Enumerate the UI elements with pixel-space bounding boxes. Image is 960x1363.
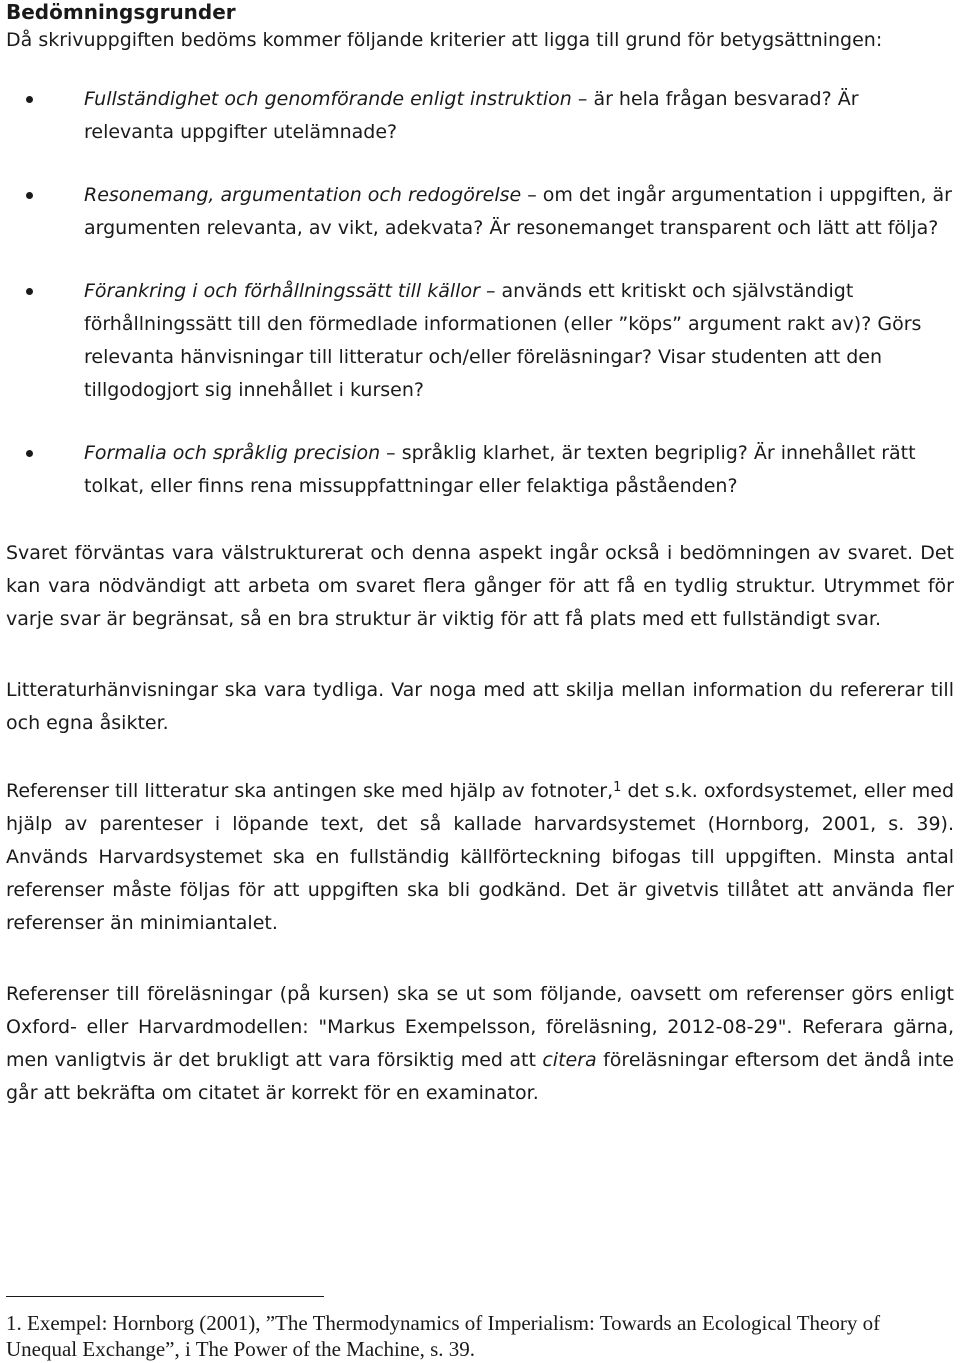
document-page — [6, 0, 955, 1361]
list-item — [6, 83, 954, 149]
footnote-mark: 1 — [613, 780, 622, 795]
references-text-before: Referenser till litteratur ska antingen ske med hjälp av fotnoter, — [6, 780, 614, 802]
criterion-title: Formalia och språklig precision — [84, 442, 381, 464]
bullet-icon — [26, 450, 33, 457]
lectures-text-before: Referenser till föreläsningar (på kursen) ska se ut som följande, oavsett om referenser görs enligt Oxford- eller Harvardmodellen: "Markus Exempelsson, föreläsning, 2012-08-29". Referara gärna, men vanligtvis är det brukligt att vara försiktig med att — [6, 983, 954, 1071]
bullet-icon — [26, 288, 33, 295]
footnote: 1. Exempel: Hornborg (2001), ”The Thermodynamics of Imperialism: Towards an Ecological Theory of Unequal Exchange”, i The Power of the Machine, s. 39. — [6, 1311, 881, 1361]
intro-paragraph: Då skrivuppgiften bedöms kommer följande kriterier att ligga till grund för betygsättningen: — [6, 29, 883, 51]
criterion-title: Resonemang, argumentation och redogörelse — [84, 184, 522, 206]
criterion-text: – om det ingår argumentation i uppgiften, är argumenten relevanta, av vikt, adekvata? Är resonemanget transparent och lätt att följa? — [84, 184, 952, 239]
criterion-text: – används ett kritiskt och självständigt förhållningssätt till den förmedlade informationen (eller ”köps” argument rakt av)? Görs relevanta hänvisningar till litteratur och/eller föreläsningar? Visar studenten att den tillgodogjort sig innehållet i kursen? — [84, 280, 922, 401]
section-heading: Bedömningsgrunder — [6, 0, 236, 24]
lectures-text-after: föreläsningar eftersom det ändå inte går att bekräfta om citatet är korrekt för en examinator. — [6, 1049, 954, 1104]
lectures-italic-word: citera — [542, 1049, 597, 1071]
references-clarity-paragraph: Litteraturhänvisningar ska vara tydliga. Var noga med att skilja mellan information du refererar till och egna åsikter. — [6, 679, 954, 734]
lectures-paragraph — [6, 978, 954, 1110]
bullet-icon — [26, 96, 33, 103]
references-paragraph — [6, 775, 954, 940]
structure-paragraph: Svaret förväntas vara välstrukturerat och denna aspekt ingår också i bedömningen av svaret. Det kan vara nödvändigt att arbeta om svaret flera gånger för att få en tydlig struktur. Utrymmet för varje svar är begränsat, så en bra struktur är viktig för att få plats med ett fullständigt svar. — [6, 542, 954, 630]
criterion-title: Fullständighet och genomförande enligt instruktion — [84, 88, 572, 110]
references-text-after: det s.k. oxfordsystemet, eller med hjälp av parenteser i löpande text, det så kallade harvardsystemet (Hornborg, 2001, s. 39). Används Harvardsystemet ska en fullständig källförteckning bifogas till uppgiften. Minsta antal referenser måste följas för att uppgiften ska bli godkänd. Det är givetvis tillåtet att använda fler referenser än minimiantalet. — [6, 780, 955, 934]
list-item — [6, 179, 954, 245]
criterion-text: – språklig klarhet, är texten begriplig? Är innehållet rätt tolkat, eller finns rena missuppfattningar eller felaktiga påståenden? — [84, 442, 916, 497]
criterion-text: – är hela frågan besvarad? Är relevanta uppgifter utelämnade? — [84, 88, 859, 143]
criterion-title: Förankring i och förhållningssätt till källor — [84, 280, 480, 302]
footnote-divider — [6, 1296, 324, 1297]
criteria-list — [6, 83, 954, 503]
list-item — [6, 275, 954, 407]
list-item — [6, 437, 954, 503]
bullet-icon — [26, 192, 33, 199]
